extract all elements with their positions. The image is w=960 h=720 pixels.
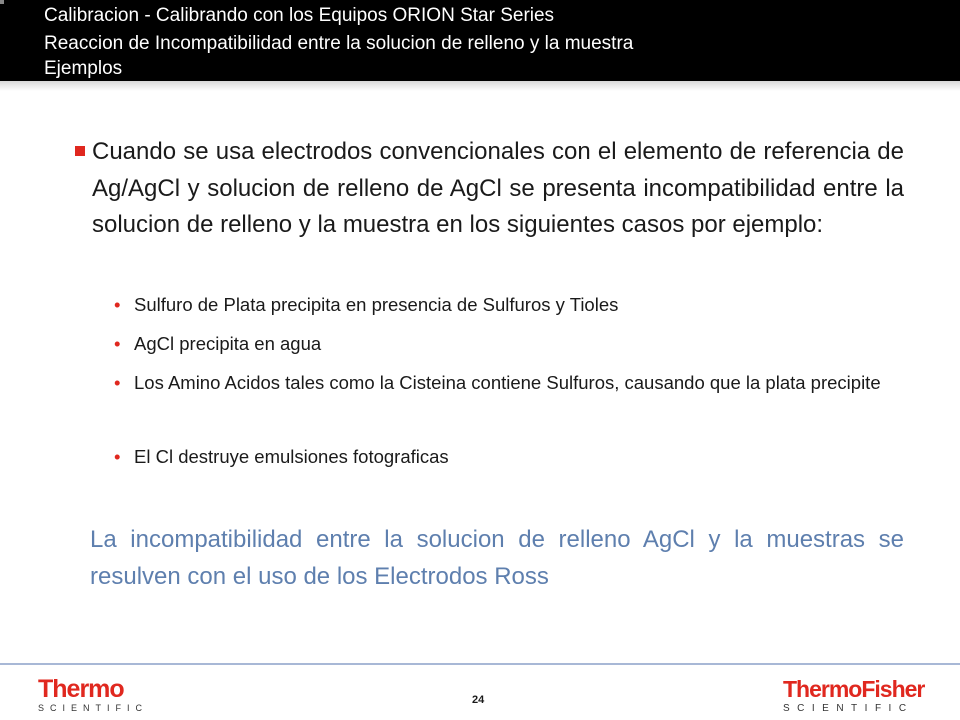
logo-right-brand: ThermoFisher	[783, 676, 925, 702]
slide-header	[0, 0, 960, 81]
sub-bullet-4	[114, 443, 904, 470]
header-title-line-2: Reaccion de Incompatibilidad entre la solucion de relleno y la muestra	[44, 33, 634, 54]
square-bullet-icon	[75, 146, 85, 156]
dot-bullet-icon: •	[114, 372, 121, 393]
dot-bullet-icon: •	[114, 446, 121, 467]
sub-bullet-text: AgCl precipita en agua	[134, 333, 322, 354]
main-bullet	[70, 134, 904, 244]
thermofisher-scientific-logo	[783, 676, 924, 714]
dot-bullet-icon: •	[114, 294, 121, 315]
logo-left-brand: Thermo	[38, 675, 124, 703]
header-title-line-3: Ejemplos	[44, 58, 123, 79]
main-bullet-text: Cuando se usa electrodos convencionales con el elemento de referencia de Ag/AgCl y solucion de relleno de AgCl se presenta incompatibilidad entre la solucion de relleno y la muestra en los siguientes casos por ejemplo:	[92, 138, 904, 238]
header-corner-mark	[0, 0, 4, 4]
sub-bullet-text: El Cl destruye emulsiones fotograficas	[134, 446, 449, 467]
page-number: 24	[472, 694, 485, 706]
header-title-line-1: Calibracion - Calibrando con los Equipos ORION Star Series	[44, 5, 555, 26]
sub-bullet-text: Sulfuro de Plata precipita en presencia de Sulfuros y Tioles	[134, 294, 619, 315]
sub-bullet-3	[114, 369, 904, 396]
logo-left-subtitle: SCIENTIFIC	[38, 703, 149, 713]
header-divider	[0, 81, 960, 91]
footer-divider	[0, 663, 960, 665]
sub-bullet-1	[114, 291, 904, 318]
sub-bullet-text: Los Amino Acidos tales como la Cisteina contiene Sulfuros, causando que la plata precipite	[134, 372, 881, 393]
conclusion-text: La incompatibilidad entre la solucion de relleno AgCl y la muestras se resulven con el uso de los Electrodos Ross	[90, 526, 904, 590]
logo-right-subtitle: SCIENTIFIC	[783, 703, 914, 714]
thermo-scientific-logo	[38, 676, 148, 713]
dot-bullet-icon: •	[114, 333, 121, 354]
sub-bullet-2	[114, 330, 904, 357]
